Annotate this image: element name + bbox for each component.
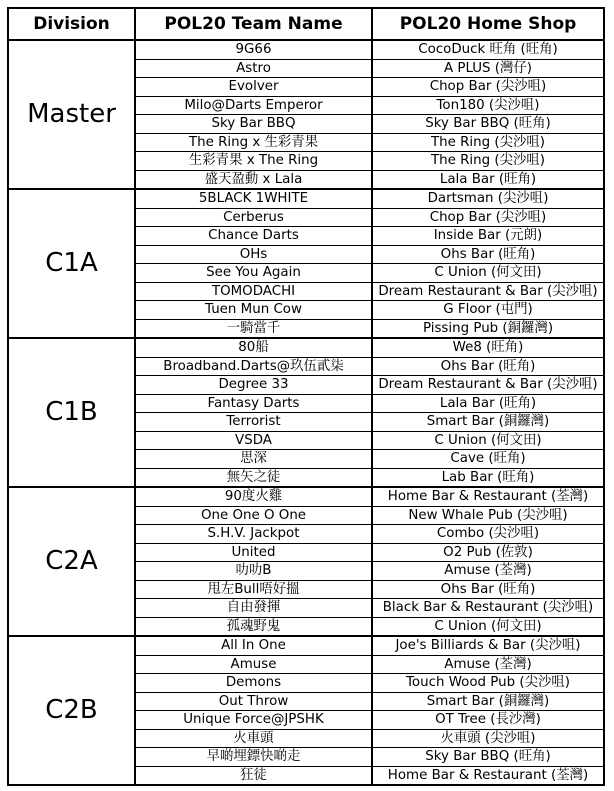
home-shop-cell: Touch Wood Pub (尖沙咀) [372, 674, 604, 693]
home-shop-cell: Black Bar & Restaurant (尖沙咀) [372, 599, 604, 618]
table-row [8, 189, 604, 208]
team-name-cell: 早啲埋鏢快啲走 [135, 748, 372, 767]
team-name-cell: TOMODACHI [135, 282, 372, 301]
home-shop-cell: C Union (何文田) [372, 617, 604, 636]
home-shop-cell: Pissing Pub (銅鑼灣) [372, 319, 604, 338]
home-shop-cell: O2 Pub (佐敦) [372, 543, 604, 562]
table-body [8, 40, 604, 785]
home-shop-cell: Amuse (荃灣) [372, 562, 604, 581]
home-shop-cell: Home Bar & Restaurant (荃灣) [372, 766, 604, 785]
team-name-cell: Tuen Mun Cow [135, 301, 372, 320]
home-shop-cell: Smart Bar (銅鑼灣) [372, 413, 604, 432]
home-shop-cell: Home Bar & Restaurant (荃灣) [372, 487, 604, 506]
team-name-cell: Sky Bar BBQ [135, 115, 372, 134]
home-shop-cell: Dartsman (尖沙咀) [372, 189, 604, 208]
home-shop-cell: Inside Bar (元朗) [372, 227, 604, 246]
home-shop-cell: C Union (何文田) [372, 431, 604, 450]
team-name-cell: 狂徒 [135, 766, 372, 785]
home-shop-cell: The Ring (尖沙咀) [372, 152, 604, 171]
team-name-cell: Out Throw [135, 692, 372, 711]
home-shop-cell: Ton180 (尖沙咀) [372, 96, 604, 115]
team-name-cell: VSDA [135, 431, 372, 450]
home-shop-cell: C Union (何文田) [372, 264, 604, 283]
division-name: C2B [8, 636, 135, 785]
team-name-cell: One One O One [135, 506, 372, 525]
table-header [8, 8, 604, 40]
home-shop-cell: New Whale Pub (尖沙咀) [372, 506, 604, 525]
team-name-cell: 80船 [135, 338, 372, 357]
home-shop-cell: CocoDuck 旺角 (旺角) [372, 40, 604, 59]
header-row [8, 8, 604, 40]
team-name-cell: Cerberus [135, 208, 372, 227]
team-name-cell: 叻叻B [135, 562, 372, 581]
home-shop-cell: Sky Bar BBQ (旺角) [372, 748, 604, 767]
home-shop-cell: 火車頭 (尖沙咀) [372, 729, 604, 748]
home-shop-cell: Dream Restaurant & Bar (尖沙咀) [372, 282, 604, 301]
team-name-cell: 無矢之徒 [135, 468, 372, 487]
division-name: Master [8, 40, 135, 189]
header-division: Division [8, 8, 135, 40]
team-name-cell: See You Again [135, 264, 372, 283]
home-shop-cell: Lala Bar (旺角) [372, 394, 604, 413]
header-team-name: POL20 Team Name [135, 8, 372, 40]
team-name-cell: Terrorist [135, 413, 372, 432]
team-name-cell: 自由發揮 [135, 599, 372, 618]
home-shop-cell: Cave (旺角) [372, 450, 604, 469]
team-name-cell: Unique Force@JPSHK [135, 711, 372, 730]
table-row [8, 487, 604, 506]
team-name-cell: OHs [135, 245, 372, 264]
home-shop-cell: A PLUS (灣仔) [372, 59, 604, 78]
team-name-cell: All In One [135, 636, 372, 655]
home-shop-cell: Chop Bar (尖沙咀) [372, 78, 604, 97]
team-name-cell: Broadband.Darts@玖伍貳柒 [135, 357, 372, 376]
home-shop-cell: Ohs Bar (旺角) [372, 245, 604, 264]
division-name: C2A [8, 487, 135, 636]
home-shop-cell: Smart Bar (銅鑼灣) [372, 692, 604, 711]
division-name: C1B [8, 338, 135, 487]
league-table [7, 7, 605, 786]
home-shop-cell: Lab Bar (旺角) [372, 468, 604, 487]
team-name-cell: 90度火雞 [135, 487, 372, 506]
team-name-cell: 孤魂野鬼 [135, 617, 372, 636]
team-name-cell: The Ring x 生彩青果 [135, 133, 372, 152]
team-name-cell: 思深 [135, 450, 372, 469]
team-name-cell: United [135, 543, 372, 562]
team-name-cell: 火車頭 [135, 729, 372, 748]
league-table-wrapper [7, 7, 605, 786]
team-name-cell: 盛天盈動 x Lala [135, 170, 372, 189]
team-name-cell: 甩左Bull唔好搵 [135, 580, 372, 599]
team-name-cell: Fantasy Darts [135, 394, 372, 413]
header-home-shop: POL20 Home Shop [372, 8, 604, 40]
home-shop-cell: OT Tree (長沙灣) [372, 711, 604, 730]
home-shop-cell: Ohs Bar (旺角) [372, 580, 604, 599]
home-shop-cell: Dream Restaurant & Bar (尖沙咀) [372, 376, 604, 395]
team-name-cell: Astro [135, 59, 372, 78]
table-row [8, 338, 604, 357]
home-shop-cell: The Ring (尖沙咀) [372, 133, 604, 152]
table-row [8, 636, 604, 655]
home-shop-cell: Joe's Billiards & Bar (尖沙咀) [372, 636, 604, 655]
team-name-cell: Degree 33 [135, 376, 372, 395]
team-name-cell: 5BLACK 1WHITE [135, 189, 372, 208]
home-shop-cell: Sky Bar BBQ (旺角) [372, 115, 604, 134]
team-name-cell: 一騎當千 [135, 319, 372, 338]
home-shop-cell: Ohs Bar (旺角) [372, 357, 604, 376]
table-row [8, 40, 604, 59]
home-shop-cell: Amuse (荃灣) [372, 655, 604, 674]
team-name-cell: 生彩青果 x The Ring [135, 152, 372, 171]
home-shop-cell: G Floor (屯門) [372, 301, 604, 320]
home-shop-cell: Chop Bar (尖沙咀) [372, 208, 604, 227]
home-shop-cell: Combo (尖沙咀) [372, 525, 604, 544]
team-name-cell: 9G66 [135, 40, 372, 59]
division-name: C1A [8, 189, 135, 338]
home-shop-cell: We8 (旺角) [372, 338, 604, 357]
home-shop-cell: Lala Bar (旺角) [372, 170, 604, 189]
team-name-cell: Demons [135, 674, 372, 693]
team-name-cell: Evolver [135, 78, 372, 97]
team-name-cell: S.H.V. Jackpot [135, 525, 372, 544]
team-name-cell: Chance Darts [135, 227, 372, 246]
team-name-cell: Milo@Darts Emperor [135, 96, 372, 115]
team-name-cell: Amuse [135, 655, 372, 674]
